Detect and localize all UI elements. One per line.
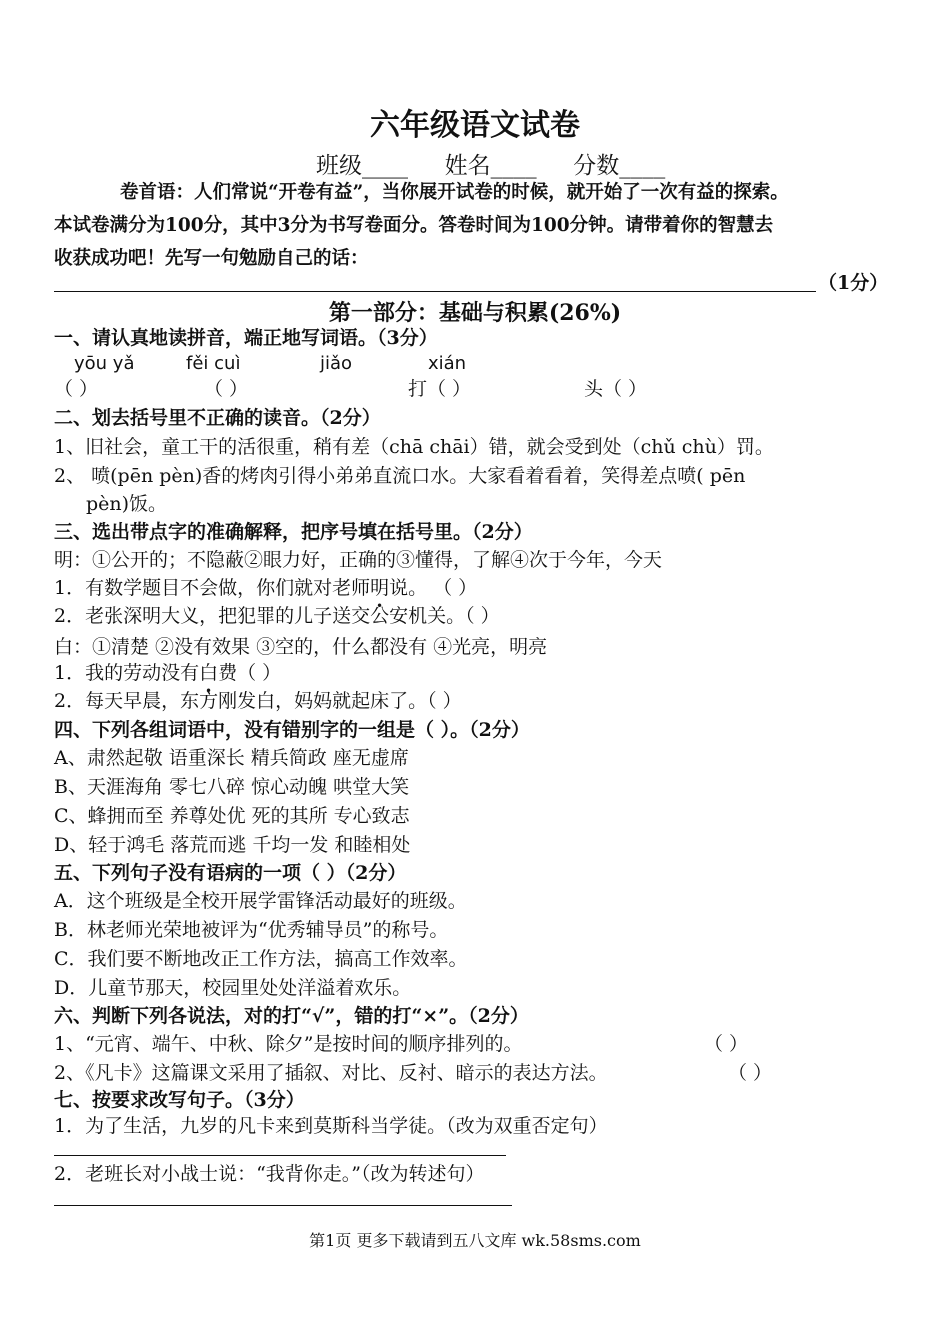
q6-item-2: 2、《凡卡》这篇课文采用了插叙、对比、反衬、暗示的表达方法。 (54, 1062, 608, 1084)
q3-ming-definitions: 明：①公开的；不隐蔽②眼力好，正确的③懂得，了解④次于今年，今天 (54, 549, 663, 571)
q1-pinyin-3: jiǎo (320, 353, 353, 374)
name-field: 姓名____ (444, 153, 537, 179)
q2-heading: 二、划去括号里不正确的读音。（2分） (54, 407, 381, 429)
q6-item-2-answer[interactable]: （ ） (728, 1062, 773, 1084)
q3-bai-definitions: 白：①清楚 ②没有效果 ③空的，什么都没有 ④光亮，明亮 (54, 636, 548, 658)
q6-item-1-answer[interactable]: （ ） (704, 1033, 749, 1055)
q2-item-2-cont: pèn)饭。 (86, 493, 168, 515)
motto-points: （1分） (818, 272, 889, 294)
exam-title: 六年级语文试卷 (370, 108, 580, 143)
q1-blank-3[interactable]: 打（ ） (408, 378, 472, 400)
q1-pinyin-4: xián (428, 353, 467, 374)
q1-blank-4[interactable]: 头（ ） (584, 378, 648, 400)
motto-answer-line[interactable] (54, 291, 816, 292)
q7-item-1: 1．为了生活，九岁的凡卡来到莫斯科当学徒。（改为双重否定句） (54, 1115, 608, 1137)
q1-blank-1[interactable]: （ ） (54, 378, 99, 400)
q7-heading: 七、按要求改写句子。（3分） (54, 1089, 305, 1111)
q3-bai-item-1: 1．我的劳动没有白费（ ） (54, 662, 282, 684)
score-field: 分数____ (573, 153, 666, 179)
q7-item-2: 2．老班长对小战士说：“我背你走。”（改为转述句） (54, 1163, 485, 1185)
class-field: 班级____ (316, 153, 408, 179)
q2-item-1: 1、旧社会，童工干的活很重，稍有差（chā chāi）错，就会受到处（chǔ chù）罚。 (54, 436, 774, 458)
q2-item-2: 2、 喷(pēn pèn)香的烤肉引得小弟弟直流口水。大家看着看着，笑得差点喷( pēn (54, 465, 746, 487)
q5-heading: 五、下列句子没有语病的一项（ ）（2分） (54, 862, 407, 884)
page-footer: 第1页 更多下载请到五八文库 wk.58sms.com (309, 1231, 641, 1250)
dotted-char: 方 (199, 690, 219, 712)
part1-heading: 第一部分：基础与积累(26%) (328, 300, 622, 326)
q1-pinyin-2: fěi cuì (186, 353, 241, 374)
q3-ming-item-1: 1．有数学题目不会做，你们就对老师明说。 （ ） (54, 577, 478, 599)
q5-option-c: C．我们要不断地改正工作方法，搞高工作效率。 (54, 948, 468, 970)
q5-option-d: D．儿童节那天，校园里处处洋溢着欢乐。 (54, 977, 412, 999)
q3-ming-item-2: 2．老张深明大义，把犯罪的儿子送交公安机关。（ ） (54, 605, 500, 627)
q4-option-b: B、天涯海角 零七八碎 惊心动魄 哄堂大笑 (54, 776, 410, 798)
q3-bai-item-2: 2．每天早晨，东方刚发白，妈妈就起床了。（ ） (54, 690, 462, 712)
q4-heading: 四、下列各组词语中，没有错别字的一组是（ ）。（2分） (54, 719, 530, 741)
q7-answer-line-2[interactable] (54, 1205, 512, 1206)
q7-answer-line-1[interactable] (54, 1155, 506, 1156)
dotted-char: 公 (370, 605, 390, 627)
q1-pinyin-1: yōu yǎ (74, 353, 135, 374)
q4-option-c: C、蜂拥而至 养尊处优 死的其所 专心致志 (54, 805, 410, 827)
q5-option-a: A．这个班级是全校开展学雷锋活动最好的班级。 (54, 890, 467, 912)
q4-option-a: A、肃然起敬 语重深长 精兵简政 座无虚席 (54, 747, 409, 769)
intro-line-2: 本试卷满分为100分，其中3分为书写卷面分。答卷时间为100分钟。请带着你的智慧去 (54, 215, 774, 236)
q3-heading: 三、选出带点字的准确解释，把序号填在括号里。（2分） (54, 521, 533, 543)
q1-heading: 一、请认真地读拼音，端正地写词语。（3分） (54, 327, 438, 349)
q4-option-d: D、轻于鸿毛 落荒而逃 千均一发 和睦相处 (54, 834, 411, 856)
q5-option-b: B．林老师光荣地被评为“优秀辅导员”的称号。 (54, 919, 449, 941)
q6-item-1: 1、“元宵、端午、中秋、除夕”是按时间的顺序排列的。 (54, 1033, 523, 1055)
q1-blank-2[interactable]: （ ） (204, 378, 249, 400)
intro-line-3: 收获成功吧！先写一句勉励自己的话： (54, 248, 369, 269)
q6-heading: 六、判断下列各说法，对的打“√”，错的打“×”。（2分） (54, 1005, 529, 1027)
intro-line-1: 卷首语：人们常说“开卷有益”，当你展开试卷的时候，就开始了一次有益的探索。 (120, 182, 789, 203)
